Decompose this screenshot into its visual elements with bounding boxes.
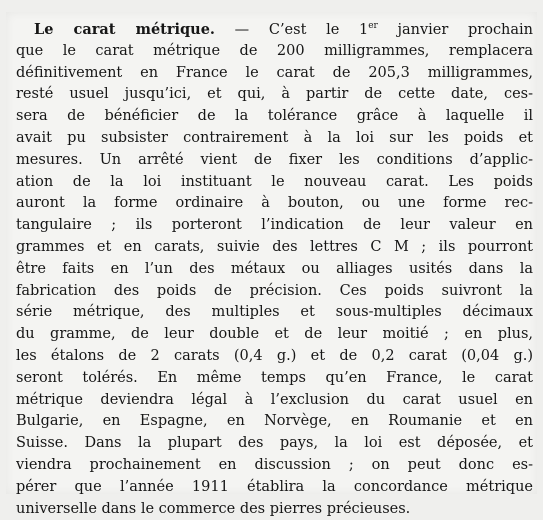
- text-line: avait pu subsister contrairement à la loi sur les poids et: [16, 129, 533, 146]
- text-line: définitivement en France le carat de 205,3 milligrammes,: [16, 64, 533, 81]
- text-line: ation de la loi instituant le nouveau carat. Les poids: [16, 173, 533, 190]
- text-line: auront la forme ordinaire à bouton, ou une forme rec-: [16, 195, 533, 212]
- text-line: que le carat métrique de 200 milligrammes, remplacera: [16, 42, 533, 59]
- text-line: fabrication des poids de précision. Ces poids suivront la: [16, 282, 533, 299]
- text-line-last: universelle dans le commerce des pierres précieuses.: [16, 500, 411, 517]
- text-line: pérer que l’année 1911 établira la concordance métrique: [16, 478, 533, 495]
- text-line: série métrique, des multiples et sous-multiples décimaux: [16, 304, 533, 321]
- text-line: seront tolérés. En même temps qu’en France, le carat: [16, 369, 533, 386]
- text-line: Bulgarie, en Espagne, en Norvège, en Roumanie et en: [16, 413, 533, 430]
- text-line: sera de bénéficier de la tolérance grâce à laquelle il: [16, 108, 533, 125]
- first-line-tail: janvier prochain: [377, 22, 533, 38]
- text-line: métrique deviendra légal à l’exclusion du carat usuel en: [16, 391, 533, 408]
- text-line: mesures. Un arrêté vient de fixer les conditions d’applic-: [16, 151, 533, 168]
- first-line-lead: C’est le 1: [268, 22, 369, 38]
- article-first-line: [16, 19, 533, 41]
- text-line: grammes et en carats, suivie des lettres C M ; ils pourront: [16, 238, 533, 255]
- text-line: les étalons de 2 carats (0,4 g.) et de 0,2 carat (0,04 g.): [16, 347, 533, 364]
- title-separator: —: [214, 22, 269, 38]
- page-scan: [6, 12, 537, 517]
- article-body: [16, 19, 533, 520]
- text-line: Suisse. Dans la plupart des pays, la loi est déposée, et: [16, 435, 533, 452]
- superscript-er: er: [368, 21, 378, 31]
- text-line: tangulaire ; ils porteront l’indication de leur valeur en: [16, 217, 533, 234]
- text-line: viendra prochainement en discussion ; on peut donc es-: [16, 456, 533, 473]
- text-line: être faits en l’un des métaux ou alliages usités dans la: [16, 260, 533, 277]
- text-line: du gramme, de leur double et de leur moitié ; en plus,: [16, 326, 533, 343]
- article-title: Le carat métrique.: [34, 21, 215, 38]
- text-line: resté usuel jusqu’ici, et qui, à partir de cette date, ces-: [16, 86, 533, 103]
